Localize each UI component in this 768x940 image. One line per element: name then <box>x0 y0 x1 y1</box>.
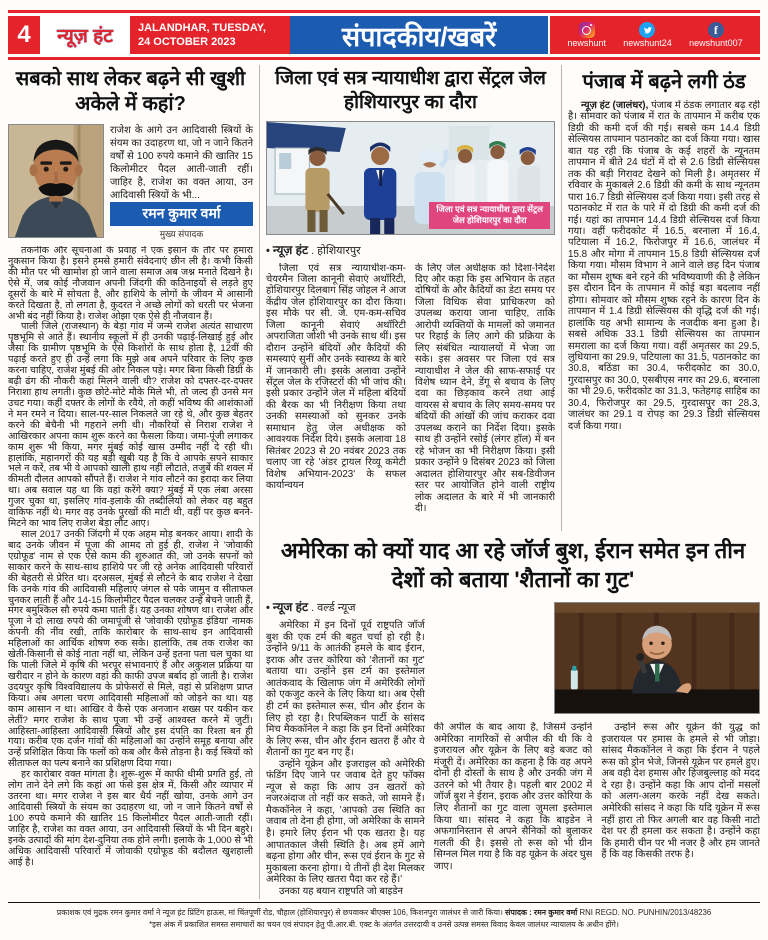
social-strip <box>550 16 760 54</box>
byline-brand: न्यूज़ हंट <box>272 242 309 257</box>
bush-column-1 <box>266 600 425 899</box>
bush-body <box>266 600 760 899</box>
jail-body <box>266 263 555 532</box>
byline-separator: . <box>311 602 315 615</box>
bush-byline <box>266 600 425 615</box>
footer-editor-credit: संपादक : रमन कुमार वर्मा <box>505 908 578 917</box>
bush-photo <box>554 602 760 714</box>
dateline-line-1: JALANDHAR, TUESDAY, <box>138 21 266 34</box>
jail-caption-line-1: जिला एवं सत्र न्यायाधीश द्वारा सेंट्रल <box>436 203 543 214</box>
masthead <box>8 10 760 60</box>
jail-visit-photo <box>266 121 555 235</box>
right-region <box>260 65 760 899</box>
footer-line-2: *इस अंक में प्रकाशित समस्त समाचारों का चयन एवं संपादन हेतु पी.आर.बी. एक्ट के अंतर्गत उत्तरदायी व उनसे उत्पन्न समस्त विवाद केवल जालंधर न्यायालय के अधीन होंगे। <box>149 920 619 930</box>
editorial-intro: राजेश के आगे उन आदिवासी स्त्रियों के संयम का उदाहरण था, जो न जाने कितने वर्षों से 100 रुपये कमाने की खातिर 15 किलोमीटर पैदल आती-जाती रहीं। जाहिर है, राजेश का वक्त आया, उन आदिवासी स्त्रियों के भी... <box>110 125 253 201</box>
editorial-paragraph: साल 2017 उनकी जिंदगी में एक अहम मोड़ बनकर आया। शादी के बाद उनके जीवन में पूजा की आमद तो हुई ही, राजेश ने 'जोवाकी एग्रोफूड' नाम से एक ऐसे काम की शुरुआत की, जो उनके सपनों को साकार करने के साथ-साथ हाशिये पर जी रहे अनेक आदिवासी परिवारों की बेहतरी से प्रेरित था। दरअसल, मुंबई से लौटने के बाद राजेश ने देखा कि उनके गांव की आदिवासी महिलाएं जंगल से पके जामुन व सीताफल चुनकर लाती हैं और 14-15 किलोमीटर पैदल चलकर उन्हें बेचने जाती हैं, मगर बमुश्किल सौ रुपये कमा पाती हैं। यह उनका शोषण था। राजेश और पूजा ने दो लाख रुपये की जमापूंजी से 'जोवाकी एग्रोफूड इंडिया' नामक कंपनी की नींव रखी, ताकि कारोबार के साथ-साथ इन आदिवासी महिलाओं का आर्थिक शोषण रुक सके। हालांकि, तब तक राजेश का खेती-किसानी से कोई नाता नहीं था, लेकिन उन्हें इतना पता चल चुका था कि पाली जिले में कृषि की भरपूर संभावनाएं हैं और अकुशल प्रक्रिया या खरीदार न होने के कारण वहां की काफी उपज बर्बाद हो जाती है। राजेश उदयपुर कृषि विश्वविद्यालय के प्रोफेसरों से मिले, वहां से प्रशिक्षण प्राप्त किया। अब अगला चरण आदिवासी महिलाओं को जोड़ने का था। यह काम आसान न था। आखिर वे कैसे एक अनजान शख्स पर यकीन कर लेतीं? मगर राजेश के साथ पूजा भी उन्हें आश्वस्त करने में जुटीं। आहिस्ता-आहिस्ता आदिवासी स्त्रियों और इस दंपति का रिश्ता बन ही गया। करीब एक दर्जन गांवों की महिलाओं का उन्होंने समूह बनाया और उन्हें प्रशिक्षित किया कि फलों को कब और कैसे तोड़ना है। कई स्त्रियों को सीताफल का पल्प बनाने का प्रशिक्षण दिया गया। <box>8 528 253 770</box>
social-link-instagram[interactable] <box>567 22 606 48</box>
social-handle: newshunt007 <box>689 38 743 48</box>
bush-headline: अमेरिका को क्यों याद आ रहे जॉर्ज बुश, ईरान समेत इन तीन देशों को बताया 'शैतानों का गुट' <box>280 538 746 592</box>
byline-place: होशियारपुर <box>317 244 361 257</box>
social-link-twitter[interactable] <box>623 22 672 48</box>
editorial-author-title: मुख्य संपादक <box>159 229 204 239</box>
weather-body-text: पंजाब में ठंडक लगातार बढ़ रही है। सोमवार को पंजाब में रात के तापमान में करीब एक डिग्री की कमी दर्ज की गई। सबसे कम 14.4 डिग्री सेल्सियस तापमान पठानकोट का दर्ज किया गया। खास बात यह रही कि पंजाब के कई शहरों के न्यूनतम तापमान में बीते 24 घंटों में दो से 2.6 डिग्री सेल्सियस तक की बड़ी गिरावट देखने को मिली है। अमृतसर में रविवार के मुकाबले 2.6 डिग्री की कमी के साथ न्यूनतम पारा 16.7 डिग्री सेल्सियस दर्ज किया गया। इसी तरह से पठानकोट में रात के पारे में दो डिग्री की कमी दर्ज की गई। यहां का तापमान 14.4 डिग्री सेल्सियस दर्ज किया गया। वहीं फरीदकोट में 16.5, बरनाला में 16.4, पटियाला में 16.2, फिरोजपुर में 16.6, जालंधर में 15.8 और मोगा में तापमान 15.8 डिग्री सेल्सियस दर्ज किया गया। मौसम विभाग ने आने वाले छह दिन पंजाब का मौसम शुष्क बने रहने की भविष्यवाणी की है लेकिन इस दौरान दिन के तापमान में कोई बड़ा बदलाव नहीं होगा। सोमवार को मौसम शुष्क रहने के कारण दिन के तापमान में 1.4 डिग्री सेल्सियस की वृद्धि दर्ज की गई। हालांकि यह अभी सामान्य के नजदीक बना हुआ है। सबसे अधिक 33.1 डिग्री सेल्सियस का तापमान समराला का दर्ज किया गया। वहीं अमृतसर का 29.5, लुधियाना का 29.9, पटियाला का 31.5, पठानकोट का 30.8, बठिंडा का 30.4, फरीदकोट का 30.0, गुरदासपुर का 30.0, एसबीएस नगर का 29.6, बरनाला का भी 29.6, फरीदकोट का 31.3, फतेहगढ़ साहिब का 30.4, फिरोजपुर का 29.5, गुरदासपुर का 28.3, जालंधर का 29.1 व रोपड़ का 29.3 डिग्री सेल्सियस दर्ज किया गया। <box>568 100 760 432</box>
byline-brand: न्यूज हंट <box>272 600 309 615</box>
article-weather <box>562 65 760 531</box>
editorial-paragraph: हर कारोबार वक्त मांगता है। शुरू-शुरू में काफी धीमी प्रगति हुई, तो लोग ताने देने लगे कि कहां आ फंसे इस क्षेत्र में, किसी और व्यापार में उतरना था। मगर राजेश ने इस बार धैर्य नहीं खोया, उनके आगे उन आदिवासी स्त्रियों के संयम का उदाहरण था, जो न जाने कितने वर्षों से 100 रुपये कमाने की खातिर 15 किलोमीटर पैदल आती-जाती रहीं। जाहिर है, राजेश का वक्त आया, उन आदिवासी स्त्रियों के भी दिन बहुरे। इनके उत्पादों की मांग देश-दुनिया तक होने लगी। इलाके के 1,000 से भी अधिक आदिवासी परिवारों में जोवाकी एग्रोफूड की बदौलत खुशहाली आई है। <box>8 769 253 868</box>
editorial-lead <box>8 124 253 240</box>
jail-column-1 <box>266 263 406 532</box>
twitter-icon <box>639 22 655 38</box>
weather-headline: पंजाब में बढ़ने लगी ठंड <box>582 71 746 93</box>
jail-column-2 <box>415 263 555 532</box>
bush-paragraph: अमेरिका में इन दिनों पूर्व राष्ट्रपति जॉर्ज बुश की एक टर्म की बहुत चर्चा हो रही है। उन्होंने 9/11 के आतंकी हमले के बाद ईरान, इराक और उत्तर कोरिया को 'शैतानों का गुट' बताया था। उन्होंने इस टर्म का इस्तेमाल आतंकवाद के खिलाफ जंग में अमेरिकी लोगों को एकजुट करने के लिए किया था। अब ऐसी ही टर्म का इस्तेमाल रूस, चीन और ईरान के लिए हो रहा है। रिपब्लिकन पार्टी के सांसद मिच मैककॉनेल ने कहा कि इन दिनों अमेरिका के लिए रूस, चीन और ईरान खतरा हैं और ये शैतानों का गुट बन गए हैं। <box>266 620 425 759</box>
jail-caption-line-2: जेल होशियारपुर का दौरा <box>452 215 527 226</box>
jail-col1-text: जिला एवं सत्र न्यायाधीश-कम-चेयरमैन जिला कानूनी सेवाएं अथॉरिटी, होशियारपुर दिलबाग सिंह जोहल ने आज केंद्रीय जेल होशियारपुर का दौरा किया। इस मौके पर सी. जे. एम-कम-सचिव जिला कानूनी सेवाएं अथॉरिटी अपराजिता जोशी भी उनके साथ थीं। इस दौरान उन्होंने बंदियों और कैदियों की समस्याएं सुनीं और उनके स्वास्थ्य के बारे में जानकारी ली। इसके अलावा उन्होंने सेंट्रल जेल के रजिस्टरों की भी जांच की। इसी प्रकार उन्होंने जेल में महिला बंदियों की बैरक का भी निरीक्षण किया तथा उनकी समस्याओं को सुनकर उनके समाधान हेतु जेल अधीक्षक को आवश्यक निर्देश दिये। इसके अलावा 18 सितंबर 2023 से 20 नवंबर 2023 तक चलाए जा रहे 'अंडर ट्रायल रिव्यू कमेटी विशेष अभियान-2023' के सफल कार्यान्वयन <box>266 262 406 492</box>
main-content <box>8 65 760 899</box>
editorial-headline: सबको साथ लेकर बढ़ने सी खुशी अकेले में कहां? <box>15 68 246 115</box>
article-jail-visit <box>266 65 562 531</box>
footer-line-1 <box>8 907 760 919</box>
social-handle: newshunt <box>567 38 606 48</box>
editorial-paragraph: पाली जिले (राजस्थान) के बेड़ा गांव में जन्मे राजेश अत्यंत साधारण पृष्ठभूमि से आते हैं। स्थानीय स्कूलों में ही उनकी पढ़ाई-लिखाई हुई और जैसा कि ग्रामीण पृष्ठभूमि के ऐसे किशोरों के साथ होता है, 12वीं की पढ़ाई करते हुए ही उन्हें लगा कि मुझे अब अपने परिवार के लिए कुछ करना चाहिए, राजेश मुंबई की ओर निकल पड़े। मगर बिना किसी डिग्री के बढ़ी ढंग की नौकरी कहां मिलने वाली थी? राजेश को दफ्तर-दर-दफ्तर निराशा हाथ लगती। कुछ छोटे-मोटे मौके मिले भी, तो जल्द ही उनसे मन उचट गया। कहीं दफ्तर के लोगों के रवैये, तो कहीं भविष्य की आशंकाओं ने मन रमने न दिया। साल-पर-साल निकलते जा रहे थे, और कुछ बेहतर करने की बेचैनी भी गहराने लगी थी। नौकरियों से निराश राजेश ने आखिरकार अपना काम शुरू करने का फैसला किया। जमा-पूंजी लगाकर काम शुरू भी किया, मगर मुंबई कोई खास उम्मीद नहीं दे रही थी। हालांकि, महानगरों की यह बड़ी खूबी यह है कि वे आपके सपने साकार भले न करें, तब भी वे आपको खाली हाथ नहीं लौटाते, तजुर्बे की शक्ल में कीमती दौलत आपको सौंपते हैं। राजेश ने गांव लौटने का इरादा कर लिया था। अब सवाल यह था कि वहां करेंगे क्या? मुंबई में एक लंबा अरसा गुजर चुका था, इसलिए गांव-इलाके की तब्दीलियों को लेकर वह बहुत वाकिफ नहीं थे। मगर वह उनके पुरखों की माटी थी, वहीं पर कुछ बनने-मिटने का भाव लिए राजेश बेड़ा लौट आए। <box>8 321 253 530</box>
facebook-icon: f <box>708 22 724 38</box>
bush-paragraph: उन्होंने यूक्रेन और इजराइल को अमेरिकी फंडिंग दिए जाने पर जवाब देते हुए फॉक्स न्यूज से कहा कि आप उन खतरों को नजरअंदाज तो नहीं कर सकते, जो सामने हैं। मैककॉनेल ने कहा, 'आपको उस स्थिति का जवाब तो देना ही होगा, जो अमेरिका के सामने है। हमारे लिए ईरान भी एक खतरा है। यह आपातकाल जैसी स्थिति है। अब हमें आगे बढ़ना होगा और चीन, रूस एवं ईरान के गुट से मुकाबला करना होगा। ये तीनों ही देश मिलकर अमेरिका के लिए खतरा पैदा कर रहे हैं।' <box>266 758 425 886</box>
bush-column-3 <box>601 722 760 899</box>
article-bush <box>266 537 760 899</box>
bush-col3-text: उन्होंने रूस और यूक्रेन की युद्ध को इजरायल पर हमास के हमले से भी जोड़ा। सांसद मैककॉनेल ने कहा कि ईरान ने पहले रूस को ड्रोन भेजे, जिनसे यूक्रेन पर हमले हुए। अब वही देश हमास और हिजबुल्लाह को मदद दे रहा है। उन्होंने कहा कि आप दोनों मसलों को अलग-अलग करके नहीं देख सकते। अमेरिकी सांसद ने कहा कि यदि यूक्रेन में रूस नहीं हारा तो फिर अगली बार वह किसी नाटो देश पर ही हमला कर सकता है। उन्होंने कहा कि हमारी चीन पर भी नजर है और हम जानते हैं कि वह किसकी तरफ है। <box>601 722 760 861</box>
weather-dateline: न्यूज़ हंट (जालंधर), <box>581 100 649 111</box>
section-title: संपादकीय/खबरें <box>290 16 548 54</box>
weather-body <box>568 100 760 525</box>
byline-place: वर्ल्ड न्यूज <box>317 602 356 615</box>
imprint-footer <box>8 902 760 931</box>
footer-imprint-text: प्रकाशक एवं मुद्रक रमन कुमार वर्मा ने न्यूज हंट प्रिंटिंग हाऊस, मां चिंतपूर्णी रोड, चौहाल (होशियारपुर) से छपवाकर बीएक्स 106, किशनपुरा जालंधर से जारी किया। <box>56 908 503 917</box>
weather-text <box>568 100 760 432</box>
jail-byline <box>266 241 555 258</box>
editorial-body <box>8 246 253 886</box>
bush-paragraph: उनका यह बयान राष्ट्रपति जो बाइडेन <box>279 885 403 897</box>
editorial-author: रमन कुमार वर्मा <box>110 202 253 226</box>
instagram-icon <box>579 22 595 38</box>
jail-col2-text: के लिए जेल अधीक्षक को दिशा-निर्देश दिए और कहा कि इस अभियान के तहत दोषियों के और कैदियों का डेटा समय पर जिला विधिक सेवा प्राधिकरण को उपलब्ध कराया जाना चाहिए, ताकि आरोपी व्यक्तियों के मामलों को जमानत पर रिहाई के लिए आगे की प्रक्रिया के लिए संबंधित न्यायालयों में भेजा जा सके। इस अवसर पर जिला एवं सत्र न्यायाधीश ने जेल की साफ-सफाई पर विशेष ध्यान देने, डेंगू से बचाव के लिए दवा का छिड़काव करने तथा आई वायरस से बचाव के लिए समय-समय पर बंदियों की आंखों की जांच कराकर दवा उपलब्ध कराने का निर्देश दिया। इसके साथ ही उन्होंने रसोई (लंगर हॉल) में बन रहे भोजन का भी निरीक्षण किया। इसी प्रकार उन्होंने 9 दिसंबर 2023 को जिला अदालत होशियारपुर और सब-डिवीजन स्तर पर आयोजित होने वाली राष्ट्रीय लोक अदालत के बारे में भी जानकारी दी। <box>415 262 555 515</box>
jail-photo-caption <box>429 202 550 229</box>
social-link-facebook[interactable] <box>689 22 743 48</box>
article-editorial <box>8 65 260 899</box>
jail-headline: जिला एवं सत्र न्यायाधीश द्वारा सेंट्रल जेल होशियारपुर का दौरा <box>275 68 546 113</box>
bush-column-2 <box>434 722 593 899</box>
newspaper-logo: न्यूज़ हंट <box>40 16 130 54</box>
page-number: 4 <box>8 16 40 54</box>
byline-separator: . <box>311 244 315 257</box>
social-handle: newshunt24 <box>623 38 672 48</box>
editorial-paragraph: तकनीक और सूचनाओं के प्रवाह ने एक इंसान के तौर पर हमारा नुकसान किया है। इसने हमसे हमारी संवेदनाएं छीन ली है। कभी किसी की मौत पर भी खामोश हो जाने वाला समाज अब जश्न मनाते दिखने है। ऐसे में, जब कोई नौजवान अपनी जिंदगी की कठिनाइयों से लड़ते हुए दूसरों के बारे में सोचता है, और हाशिये के लोगों के जीवन में आसानी करते दिखता है, तो लगता है, कुदरत ने अच्छे लोगों को धरती पर भेजना अभी बंद नहीं किया है। राजेश ओझा एक ऐसे ही नौजवान हैं। <box>8 246 253 322</box>
footer-rni-number: RNI REGD. NO. PUNHIN/2013/48236 <box>579 908 712 917</box>
bush-col2-text: की अपील के बाद आया है, जिसमें उन्होंने अमेरिका नागरिकों से अपील की थी कि वे इजरायल और यूक्रेन के लिए बड़े बजट को मंजूरी दें। अमेरिका का कहना है कि वह अपने दोनों ही दोस्तों के साथ है और उनकी जंग में उतरने को भी तैयार है। पहली बार 2002 में जॉर्ज बुश ने ईरान, इराक और उत्तर कोरिया के लिए शैतानों का गुट वाला जुमला इस्तेमाल किया था। सांसद ने कहा कि बाइडेन ने अफगानिस्तान से अपने सैनिकों को बुलाकर गलती की है। इससे तो रूस को भी ग्रीन सिग्नल मिल गया है कि वह यूक्रेन के अंदर घुस जाए। <box>433 722 593 872</box>
masthead-dateline <box>130 16 290 54</box>
editor-photo <box>8 124 104 238</box>
dateline-line-2: 24 OCTOBER 2023 <box>138 36 236 48</box>
